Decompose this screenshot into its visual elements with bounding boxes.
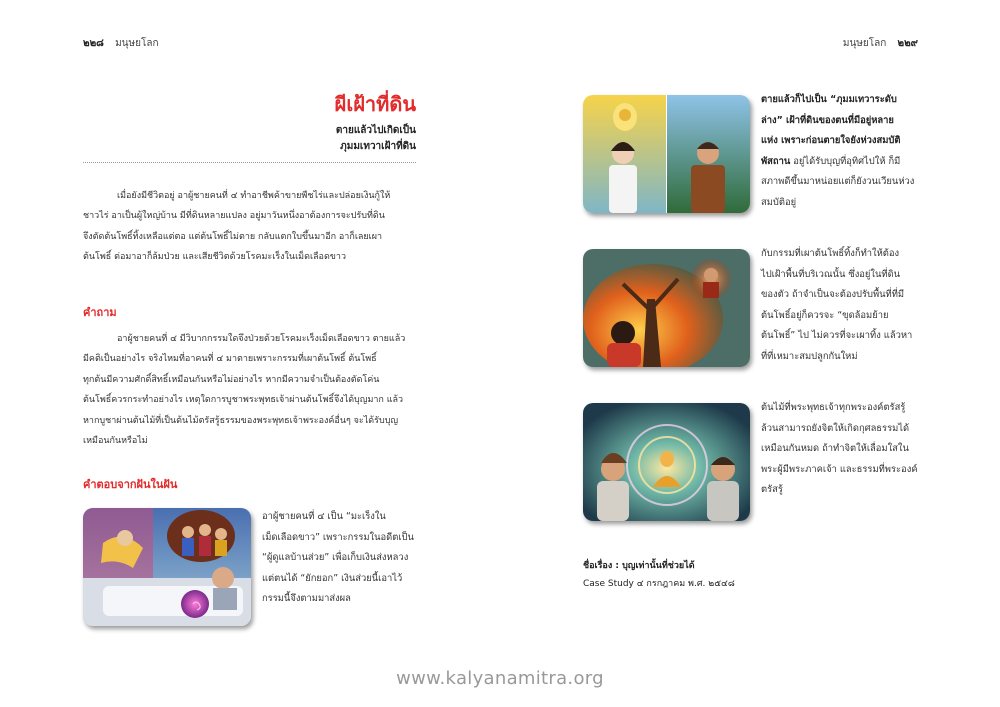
caption-line: ตายแล้วก็ไปเป็น “ภุมมเทวาระดับ	[761, 94, 897, 105]
paragraph-line: หากบูชาผ่านต้นไม้ที่เป็นต้นไม้ตรัสรู้ธรรมของพระพุทธเจ้าพระองค์อื่นๆ จะได้รับบุญ	[83, 415, 399, 426]
intro-paragraph	[83, 186, 419, 268]
answer-heading: คำตอบจากฝันในฝัน	[83, 478, 178, 491]
caption-line: ที่ที่เหมาะสมปลูกกันใหม่	[761, 350, 858, 362]
caption-line: สมบัติอยู่	[761, 196, 797, 208]
paragraph-line: อาผู้ชายคนที่ ๔ มีวิบากกรรมใดจึงป่วยด้วยโรคมะเร็งเม็ดเลือดขาว ตายแล้ว	[117, 334, 406, 344]
reference-note	[583, 557, 883, 593]
left-page-number: ๒๒๘	[83, 38, 104, 49]
caption-right-1	[761, 90, 931, 214]
caption-line: แห่ง เพราะก่อนตายใจยังห่วงสมบัติ	[761, 135, 901, 147]
subtitle-line: ภุมมเทวาเฝ้าที่ดิน	[340, 141, 416, 152]
caption-line: ต้นไม้ที่พระพุทธเจ้าทุกพระองค์ตรัสรู้	[761, 402, 906, 413]
paragraph-line: จึงตัดต้นโพธิ์ทิ้งเหลือแต่ตอ แต่ต้นโพธิ์ไม่ตาย กลับแตกใบขึ้นมาอีก อาก็เลยเผา	[83, 231, 383, 242]
caption-line: “ผู้ดูแลบ้านส่วย” เพื่อเก็บเงินส่งหลวง	[262, 552, 409, 564]
right-page-number: ๒๒๙	[897, 38, 918, 49]
paragraph-line: มีคติเป็นอย่างไร จริงไหมที่อาคนที่ ๔ มาตายเพราะกรรมที่เผาต้นโพธิ์ ต้นโพธิ์	[83, 354, 377, 365]
caption-line: กับกรรมที่เผาต้นโพธิ์ทิ้งก็ทำให้ต้อง	[761, 248, 900, 259]
caption-line: สภาพดีขึ้นมาหน่อยแต่ก็ยังวนเวียนห่วง	[761, 176, 915, 188]
right-page-header	[843, 36, 918, 51]
illustration-burning-tree	[583, 249, 750, 367]
question-heading: คำถาม	[83, 306, 117, 319]
article-subtitle	[116, 123, 416, 155]
caption-line: ของตัว ถ้าจำเป็นจะต้องปรับพื้นที่ที่มี	[761, 289, 905, 301]
paragraph-line: เหมือนกันหรือไม่	[83, 436, 148, 447]
left-page-header	[83, 36, 159, 51]
right-running-title: มนุษยโลก	[842, 38, 887, 49]
caption-right-2	[761, 244, 931, 368]
reference-title: ชื่อเรื่อง : บุญเท่านั้นที่ช่วยได้	[583, 561, 695, 571]
question-paragraph	[83, 329, 423, 451]
caption-line: กรรมนี้จึงตามมาส่งผล	[262, 593, 351, 605]
paragraph-line: ทุกต้นมีความศักดิ์สิทธิ์เหมือนกันหรือไม่อย่างไร หากมีความจำเป็นต้องตัดโค่น	[83, 374, 380, 385]
caption-line: ล้วนสามารถยังจิตให้เกิดกุศลธรรมได้	[761, 422, 910, 434]
caption-line: ต้นโพธิ์” ไป ไม่ควรที่จะเผาทิ้ง แล้วหา	[761, 330, 913, 342]
left-running-title: มนุษยโลก	[115, 38, 159, 49]
subtitle-line: ตายแล้วไปเกิดเป็น	[335, 125, 416, 136]
caption-right-3	[761, 398, 931, 501]
caption-line: ล่าง” เฝ้าที่ดินของตนที่มีอยู่หลาย	[761, 114, 894, 126]
caption-line: ตรัสรู้	[761, 484, 783, 496]
caption-line: เม็ดเลือดขาว” เพราะกรรมในอดีตเป็น	[262, 531, 414, 543]
paragraph-line: ต้นโพธิ์ ต่อมาอาก็ล้มป่วย และเสียชีวิตด้วยโรคมะเร็งในเม็ดเลือดขาว	[83, 252, 347, 263]
paragraph-line: ชาวไร่ อาเป็นผู้ใหญ่บ้าน มีที่ดินหลายแปลง อยู่มาวันหนึ่งอาต้องการจะปรับที่ดิน	[83, 211, 385, 222]
illustration-guardian-deities	[583, 95, 750, 213]
title-divider	[83, 162, 416, 163]
caption-line: พัสถาน อยู่ได้รับบุญที่อุทิศไปให้ ก็มี	[761, 155, 901, 167]
caption-line: พระผู้มีพระภาคเจ้า และธรรมที่พระองค์	[761, 463, 918, 475]
caption-line: เหมือนกันหมด ถ้าทำจิตให้เลื่อมใสใน	[761, 443, 909, 455]
paragraph-line: เมื่อยังมีชีวิตอยู่ อาผู้ชายคนที่ ๔ ทำอาชีพค้าขายพืชไร่และปล่อยเงินกู้ให้	[117, 191, 391, 201]
caption-line: ต้นโพธิ์อยู่ก็ควรจะ “ขุดล้อมย้าย	[761, 309, 889, 321]
paragraph-line: ต้นโพธิ์ควรกระทำอย่างไร เหตุใดการบูชาพระพุทธเจ้าผ่านต้นโพธิ์จึงได้บุญมาก แล้ว	[83, 395, 404, 406]
footer-url: www.kalyanamitra.org	[396, 668, 604, 689]
answer-caption	[262, 507, 432, 610]
illustration-buddha-worship	[583, 403, 750, 521]
caption-line: อาผู้ชายคนที่ ๔ เป็น “มะเร็งใน	[262, 511, 386, 522]
article-title: ผีเฝ้าที่ดิน	[334, 92, 416, 116]
illustration-hospital-scene	[83, 508, 251, 626]
caption-line: แต่ตนได้ “ยักยอก” เงินส่วยนี้เอาไว้	[262, 572, 403, 584]
caption-line: ไปเฝ้าพื้นที่บริเวณนั้น ซึ่งอยู่ในที่ดิน	[761, 268, 901, 280]
reference-case: Case Study ๔ กรกฎาคม พ.ศ. ๒๕๔๘	[583, 579, 735, 589]
